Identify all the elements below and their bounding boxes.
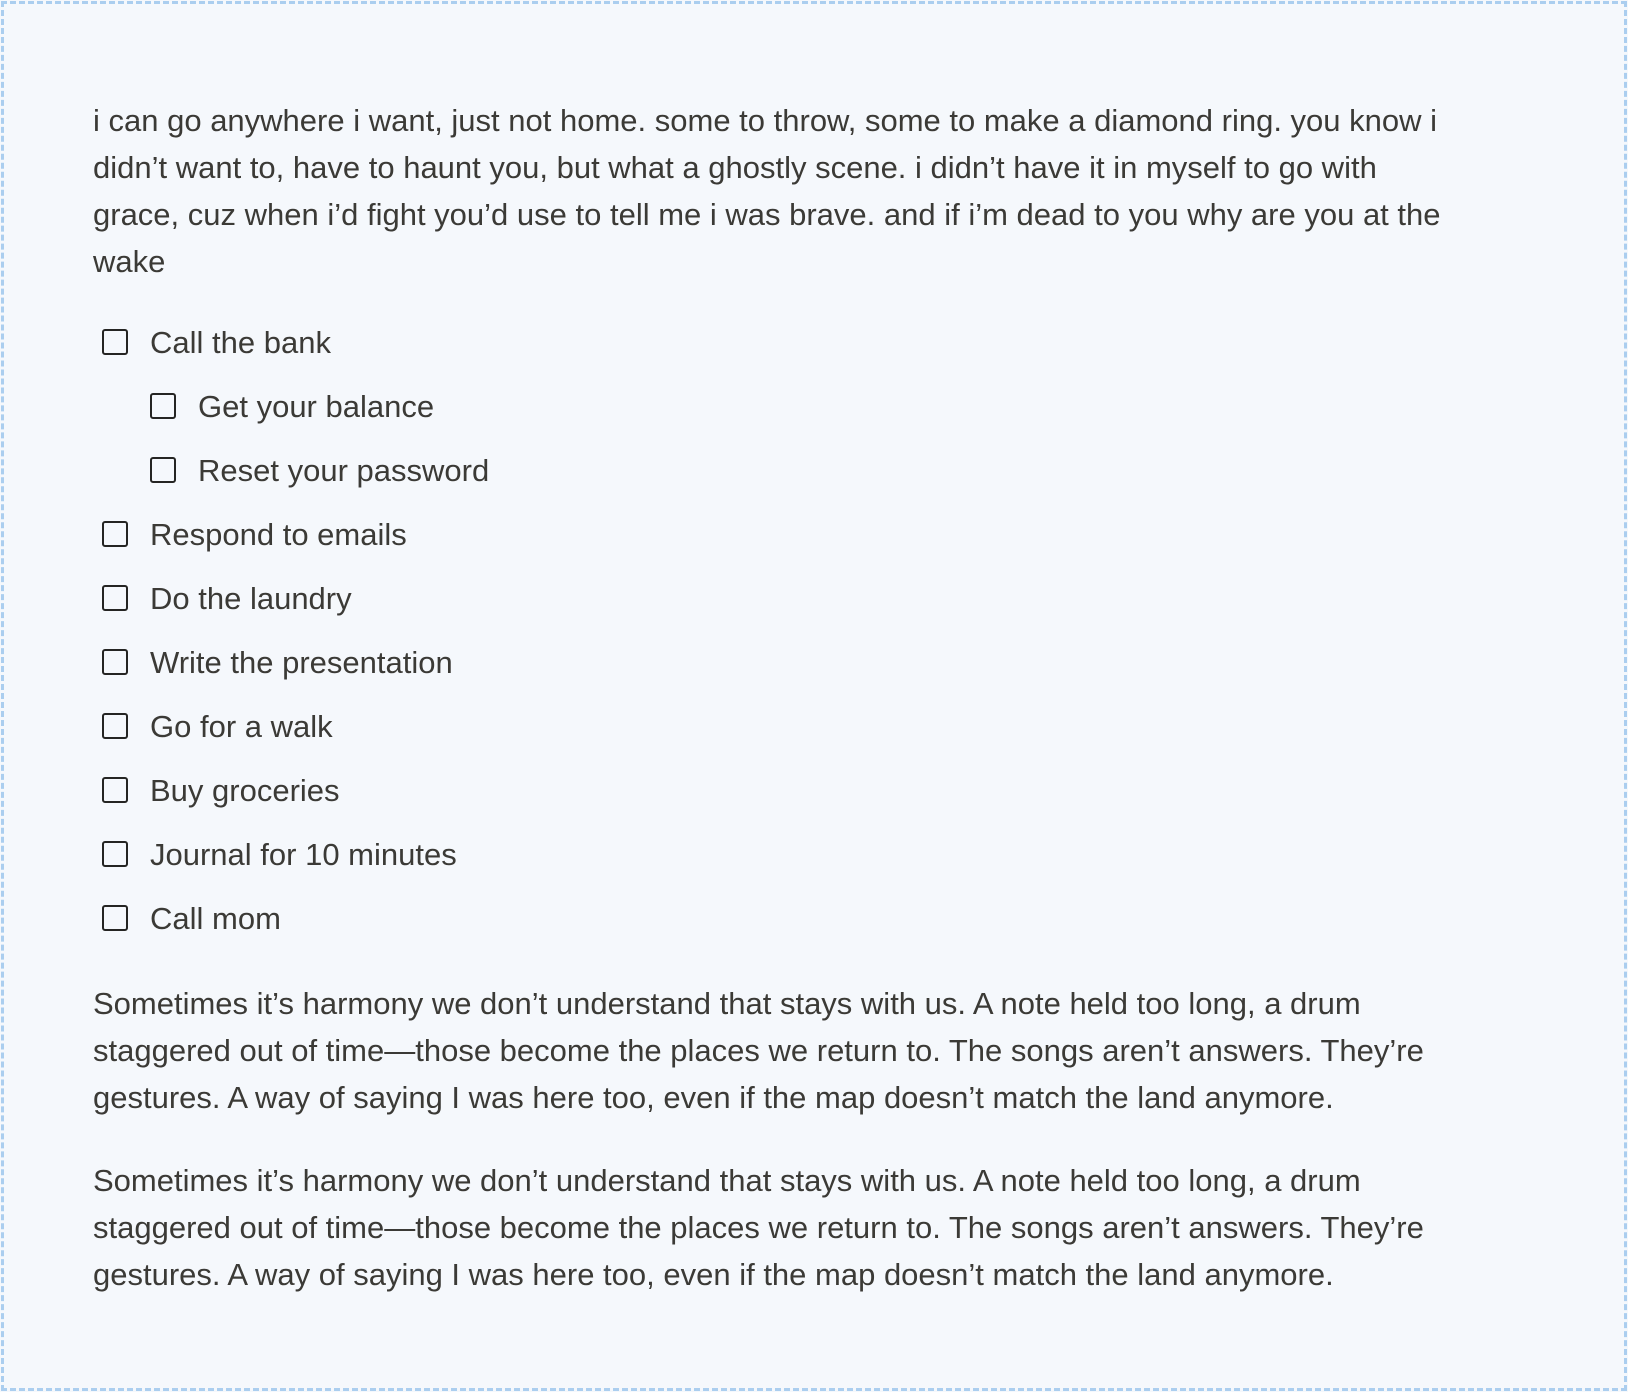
todo-checkbox-icon[interactable] [102, 713, 128, 739]
todo-item [93, 886, 1463, 950]
todo-item-label: Do the laundry [150, 580, 352, 616]
todo-item [93, 694, 1463, 758]
todo-item-label: Go for a walk [150, 708, 333, 744]
todo-item-label: Call the bank [150, 324, 331, 360]
reflection-paragraph-2: Sometimes it’s harmony we don’t understand that stays with us. A note held too long, a drum staggered out of time—those become the places we return to. The songs aren’t answers. They’re gestures. A way of saying I was here too, even if the map doesn’t match the land anymore. [93, 1163, 1424, 1292]
todo-item [93, 822, 1463, 886]
todo-item [141, 438, 1463, 502]
todo-item [93, 630, 1463, 694]
todo-item [93, 566, 1463, 630]
todo-item-label: Get your balance [198, 388, 435, 424]
todo-item-label: Call mom [150, 900, 281, 936]
todo-checkbox-icon[interactable] [102, 585, 128, 611]
todo-item [93, 502, 1463, 566]
todo-item-label: Journal for 10 minutes [150, 836, 457, 872]
todo-item [93, 758, 1463, 822]
todo-list [93, 310, 1463, 950]
document-content [93, 97, 1463, 1298]
todo-checkbox-icon[interactable] [102, 777, 128, 803]
todo-item-label: Reset your password [198, 452, 490, 488]
reflection-paragraph-1: Sometimes it’s harmony we don’t understand that stays with us. A note held too long, a drum staggered out of time—those become the places we return to. The songs aren’t answers. They’re gestures. A way of saying I was here too, even if the map doesn’t match the land anymore. [93, 986, 1424, 1115]
todo-checkbox-icon[interactable] [102, 521, 128, 547]
todo-checkbox-icon[interactable] [102, 649, 128, 675]
todo-checkbox-icon[interactable] [150, 457, 176, 483]
todo-checkbox-icon[interactable] [102, 905, 128, 931]
todo-item-label: Respond to emails [150, 516, 407, 552]
todo-checkbox-icon[interactable] [150, 393, 176, 419]
todo-item [141, 374, 1463, 438]
intro-paragraph: i can go anywhere i want, just not home. some to throw, some to make a diamond ring. you know i didn’t want to, have to haunt you, but what a ghostly scene. i didn’t have it in myself to go with grace, cuz when i’d fight you’d use to tell me i was brave. and if i’m dead to you why are you at the wake [93, 103, 1441, 279]
todo-item-label: Buy groceries [150, 772, 340, 808]
todo-item [93, 310, 1463, 374]
todo-checkbox-icon[interactable] [102, 841, 128, 867]
todo-item-label: Write the presentation [150, 644, 453, 680]
todo-checkbox-icon[interactable] [102, 329, 128, 355]
